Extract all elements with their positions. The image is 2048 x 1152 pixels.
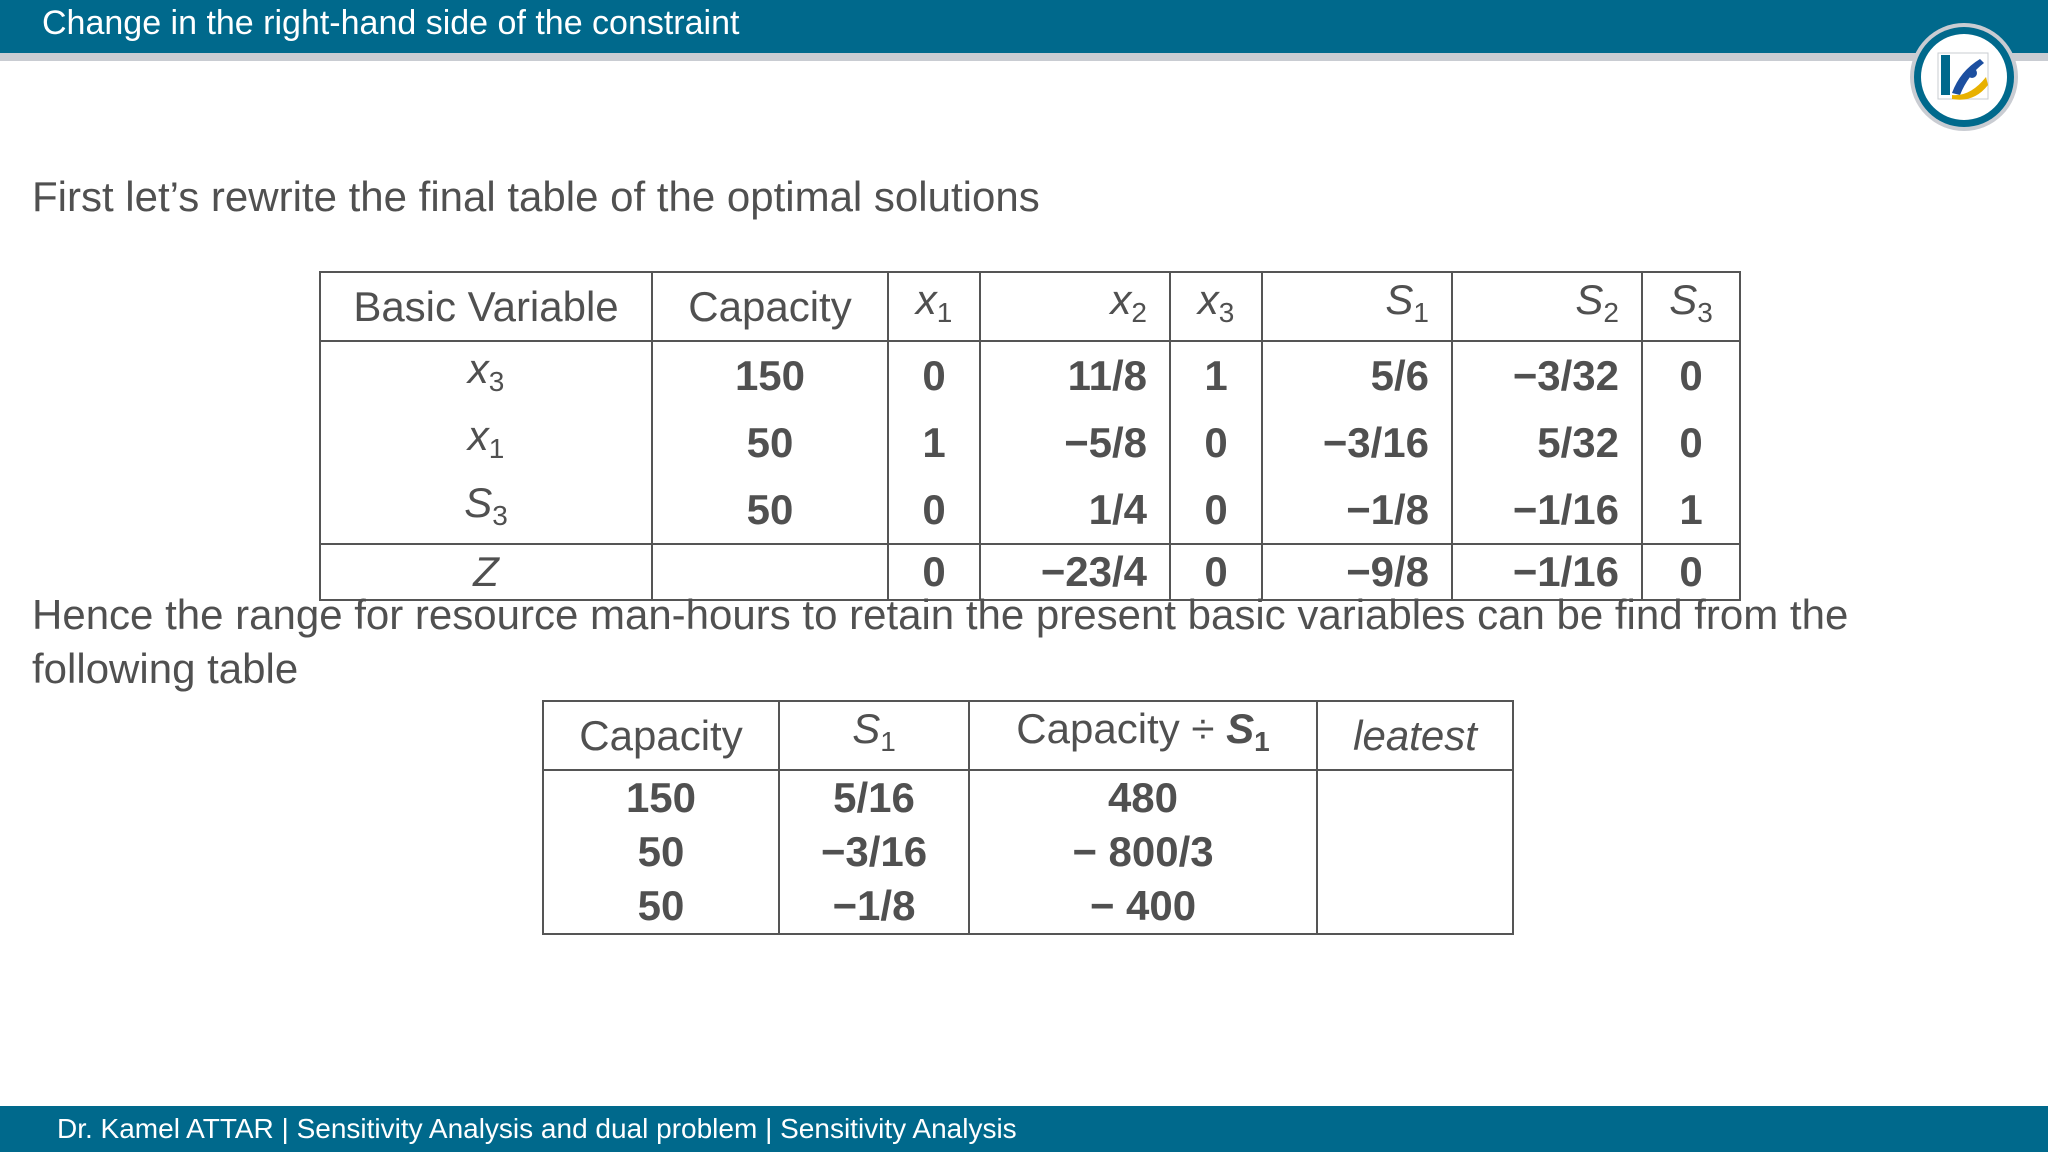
capacity-cell: 50 (652, 476, 888, 544)
x3-cell: 0 (1170, 476, 1262, 544)
s1-cell: 5/16 (779, 770, 969, 825)
leatest-cell (1317, 879, 1513, 934)
s1-cell: −9/8 (1262, 544, 1452, 600)
leatest-cell (1317, 825, 1513, 879)
footer-text: Dr. Kamel ATTAR | Sensitivity Analysis and dual problem | Sensitivity Analysis (57, 1113, 1017, 1144)
range-table (542, 700, 1514, 935)
header-s3: $S_3$ (1642, 272, 1740, 341)
x3-cell: 1 (1170, 341, 1262, 409)
university-logo-icon (1908, 21, 2020, 133)
header-x3: $x_3$ (1170, 272, 1262, 341)
header-x1: $x_1$ (888, 272, 980, 341)
header-s2: $S_2$ (1452, 272, 1642, 341)
ratio-cell: − 400 (969, 879, 1317, 934)
s2-cell: −1/16 (1452, 476, 1642, 544)
table-header-row (543, 701, 1513, 770)
header-x2: $x_2$ (980, 272, 1170, 341)
table-row (543, 879, 1513, 934)
basic-var-cell: $x_3$ (320, 341, 652, 409)
z-label-cell: Z (320, 544, 652, 600)
s2-cell: −1/16 (1452, 544, 1642, 600)
x2-cell: −5/8 (980, 409, 1170, 476)
header-s1: $S_1$ (1262, 272, 1452, 341)
x3-cell: 0 (1170, 409, 1262, 476)
ratio-cell: − 800/3 (969, 825, 1317, 879)
capacity-cell: 50 (543, 825, 779, 879)
s1-cell: −3/16 (779, 825, 969, 879)
header-leatest: leatest (1317, 701, 1513, 770)
x1-cell: 1 (888, 409, 980, 476)
capacity-cell: 50 (652, 409, 888, 476)
capacity-cell: 150 (543, 770, 779, 825)
x2-cell: 11/8 (980, 341, 1170, 409)
table-row (320, 476, 1740, 544)
final-simplex-table (319, 271, 1741, 601)
header-capacity: Capacity (652, 272, 888, 341)
basic-var-cell: $S_3$ (320, 476, 652, 544)
table-row (543, 825, 1513, 879)
x2-cell: 1/4 (980, 476, 1170, 544)
table-row (320, 409, 1740, 476)
s2-cell: −3/32 (1452, 341, 1642, 409)
table-header-row (320, 272, 1740, 341)
x2-cell: −23/4 (980, 544, 1170, 600)
header-divider (0, 53, 2048, 61)
s1-cell: 5/6 (1262, 341, 1452, 409)
header-capacity-ratio: Capacity ÷ $S_1$ (969, 701, 1317, 770)
basic-var-cell: $x_1$ (320, 409, 652, 476)
leatest-cell (1317, 770, 1513, 825)
x1-cell: 0 (888, 341, 980, 409)
header-capacity: Capacity (543, 701, 779, 770)
ratio-cell: 480 (969, 770, 1317, 825)
footer-bar (0, 1106, 2048, 1152)
range-paragraph: Hence the range for resource man-hours to retain the present basic variables can be find from the following table (32, 591, 1849, 692)
slide-title: Change in the right-hand side of the constraint (42, 4, 740, 42)
s2-cell: 5/32 (1452, 409, 1642, 476)
header-bar (0, 0, 2048, 53)
capacity-cell: 50 (543, 879, 779, 934)
x1-cell: 0 (888, 544, 980, 600)
header-s1: $S_1$ (779, 701, 969, 770)
x1-cell: 0 (888, 476, 980, 544)
intro-paragraph: First let’s rewrite the final table of the optimal solutions (32, 173, 1040, 220)
table-row (543, 770, 1513, 825)
x3-cell: 0 (1170, 544, 1262, 600)
s3-cell: 0 (1642, 341, 1740, 409)
s3-cell: 1 (1642, 476, 1740, 544)
capacity-cell: 150 (652, 341, 888, 409)
s3-cell: 0 (1642, 409, 1740, 476)
s1-cell: −1/8 (779, 879, 969, 934)
s1-cell: −1/8 (1262, 476, 1452, 544)
s1-cell: −3/16 (1262, 409, 1452, 476)
s3-cell: 0 (1642, 544, 1740, 600)
table-row (320, 341, 1740, 409)
header-basic-variable: Basic Variable (320, 272, 652, 341)
